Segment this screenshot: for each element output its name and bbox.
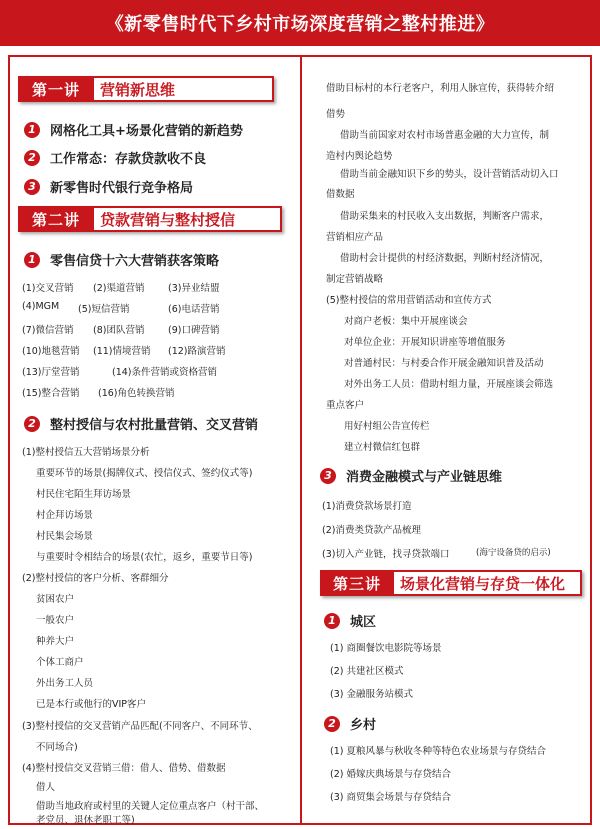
strategy-item: (14)条件营销或资格营销 — [112, 367, 218, 378]
detail-line: 外出务工人员 — [36, 678, 94, 689]
detail-line: 一般农户 — [36, 615, 75, 626]
group-heading-row — [324, 611, 376, 630]
detail-line: (1)整村授信五大营销场景分析 — [22, 447, 150, 458]
detail-line: 重点客户 — [326, 400, 365, 411]
detail-line: 对商户老板：集中开展座谈会 — [344, 316, 468, 327]
column-divider — [300, 56, 302, 824]
scene-item: (3) 商贸集会场景与存贷结合 — [330, 792, 451, 803]
detail-line: (2)整村授信的客户分析、客群细分 — [22, 573, 169, 584]
strategy-item: (5)短信营销 — [78, 304, 130, 315]
lecture1-item-text: 工作常态：存款贷款收不良 — [50, 152, 207, 167]
detail-line: 建立村微信红包群 — [344, 442, 421, 453]
detail-line: 借助村会计提供的村经济数据，判断村经济情况， — [340, 253, 550, 264]
detail-line: 借势 — [326, 109, 346, 120]
detail-line: (1)消费贷款场景打造 — [322, 501, 412, 512]
number-badge: 1 — [24, 122, 40, 138]
detail-line: 贫困农户 — [36, 594, 75, 605]
detail-line: 老党员、退休老职工等) — [36, 815, 135, 826]
number-badge: 2 — [24, 150, 40, 166]
lecture1-title: 营销新思维 — [94, 76, 274, 102]
page-title: 《新零售时代下乡村市场深度营销之整村推进》 — [105, 14, 495, 35]
number-badge: 1 — [324, 613, 340, 629]
number-badge: 2 — [324, 716, 340, 732]
detail-line: (4)整村授信交叉营销三借：借人、借势、借数据 — [22, 763, 226, 774]
detail-line: (5)整村授信的常用营销活动和宣传方式 — [326, 295, 492, 306]
detail-line: (海宁设备贷的启示) — [476, 548, 551, 558]
scene-item: (2) 共建社区模式 — [330, 666, 404, 677]
strategy-item: (4)MGM — [22, 301, 60, 312]
group-heading: 乡村 — [350, 718, 377, 733]
lecture1-item — [24, 148, 206, 167]
number-badge: 2 — [24, 416, 40, 432]
lecture1-item-text: 新零售时代银行竞争格局 — [50, 181, 194, 196]
detail-line: 借助当地政府或村里的关键人定位重点客户（村干部、 — [36, 801, 265, 812]
part2-heading: 整村授信与农村批量营销、交叉营销 — [50, 418, 259, 433]
detail-line: 借助目标村的本行老客户，利用人脉宣传，获得转介绍 — [326, 83, 555, 94]
detail-line: 种养大户 — [36, 636, 75, 647]
scene-item: (3) 金融服务站模式 — [330, 689, 413, 700]
group-heading-row — [324, 714, 376, 733]
detail-line: 已是本行或他行的VIP客户 — [36, 699, 147, 710]
detail-line: 个体工商户 — [36, 657, 84, 668]
strategy-item: (9)口碑营销 — [168, 325, 220, 336]
strategy-item: (16)角色转换营销 — [98, 388, 175, 399]
group-heading: 城区 — [350, 615, 377, 630]
lecture1-label: 第一讲 — [18, 76, 94, 102]
lecture1-item — [24, 177, 193, 196]
part1-heading: 零售信贷十六大营销获客策略 — [50, 254, 220, 269]
detail-line: 村民住宅陌生拜访场景 — [36, 489, 132, 500]
part2-heading-row — [24, 414, 258, 433]
strategy-item: (1)交叉营销 — [22, 283, 74, 294]
lecture2-label: 第二讲 — [18, 206, 94, 232]
detail-line: 对外出务工人员：借助村组力量，开展座谈会筛选 — [344, 379, 554, 390]
strategy-item: (7)微信营销 — [22, 325, 74, 336]
strategy-item: (10)地毯营销 — [22, 346, 80, 357]
detail-line: 借数据 — [326, 189, 355, 200]
detail-line: 用好村组公告宣传栏 — [344, 421, 430, 432]
number-badge: 3 — [320, 468, 336, 484]
detail-line: 与重要时令相结合的场景(农忙，返乡，重要节日等) — [36, 552, 253, 563]
lecture1-item — [24, 120, 243, 139]
detail-line: 借助采集来的村民收入支出数据，判断客户需求， — [340, 211, 550, 222]
title-bar — [0, 0, 600, 46]
strategy-item: (3)异业结盟 — [168, 283, 220, 294]
detail-line: (2)消费类贷款产品梳理 — [322, 525, 421, 536]
number-badge: 1 — [24, 252, 40, 268]
lecture1-header — [18, 76, 274, 102]
part3-heading-row — [320, 466, 502, 485]
detail-line: 营销相应产品 — [326, 232, 384, 243]
scene-item: (2) 婚嫁庆典场景与存贷结合 — [330, 769, 451, 780]
part1-heading-row — [24, 250, 219, 269]
strategy-item: (2)渠道营销 — [93, 283, 145, 294]
strategy-item: (8)团队营销 — [93, 325, 145, 336]
detail-line: 制定营销战略 — [326, 274, 384, 285]
lecture3-header — [320, 570, 582, 596]
lecture2-title: 贷款营销与整村授信 — [94, 206, 282, 232]
detail-line: 村企拜访场景 — [36, 510, 94, 521]
detail-line: 造村内舆论趋势 — [326, 151, 393, 162]
strategy-item: (15)整合营销 — [22, 388, 80, 399]
detail-line: 不同场合) — [36, 742, 78, 753]
lecture2-header — [18, 206, 282, 232]
detail-line: (3)整村授信的交叉营销产品匹配(不同客户、不同环节、 — [22, 721, 258, 732]
scene-item: (1) 夏粮风暴与秋收冬种等特色农业场景与存贷结合 — [330, 746, 546, 757]
detail-line: (3)切入产业链，找寻贷款端口 — [322, 549, 450, 560]
scene-item: (1) 商圈餐饮电影院等场景 — [330, 643, 442, 654]
number-badge: 3 — [24, 179, 40, 195]
lecture1-item-text: 网格化工具+场景化营销的新趋势 — [50, 124, 243, 139]
detail-line: 对单位企业：开展知识讲座等增值服务 — [344, 337, 506, 348]
strategy-item: (12)路演营销 — [168, 346, 226, 357]
detail-line: 借助当前国家对农村市场普惠金融的大力宣传，制 — [340, 130, 550, 141]
detail-line: 村民集会场景 — [36, 531, 94, 542]
part3-heading: 消费金融模式与产业链思维 — [346, 470, 503, 485]
detail-line: 借助当前金融知识下乡的势头，设计营销活动切入口 — [340, 169, 559, 180]
detail-line: 借人 — [36, 782, 56, 793]
detail-line: 重要环节的场景(揭牌仪式、授信仪式、签约仪式等) — [36, 468, 253, 479]
strategy-item: (6)电话营销 — [168, 304, 220, 315]
strategy-item: (11)情境营销 — [93, 346, 151, 357]
lecture3-label: 第三讲 — [320, 570, 394, 596]
lecture3-title: 场景化营销与存贷一体化 — [394, 570, 582, 596]
strategy-item: (13)厅堂营销 — [22, 367, 80, 378]
detail-line: 对普通村民：与村委合作开展金融知识普及活动 — [344, 358, 544, 369]
